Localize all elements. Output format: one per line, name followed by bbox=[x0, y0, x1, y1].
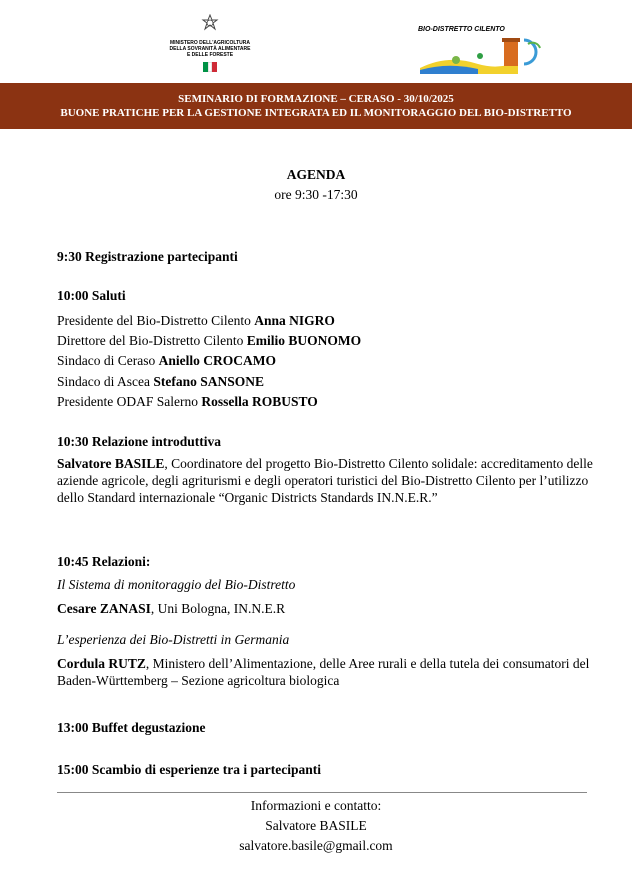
italian-flag-icon bbox=[203, 62, 217, 72]
talk-title: L’esperienza dei Bio-Distretti in Germania bbox=[57, 632, 290, 647]
exchange-item: 15:00 Scambio di esperienze tra i partecipanti bbox=[57, 762, 321, 777]
contact-label: Informazioni e contatto: bbox=[250, 798, 382, 813]
banner-subtitle: BUONE PRATICHE PER LA GESTIONE INTEGRATA ED IL MONITORAGGIO DEL BIO-DISTRETTO bbox=[60, 107, 572, 119]
agenda-time: ore 9:30 -17:30 bbox=[274, 187, 358, 202]
italian-emblem-icon bbox=[201, 14, 219, 32]
banner-title: SEMINARIO DI FORMAZIONE – CERASO - 30/10/2025 bbox=[178, 93, 454, 105]
agenda-title: AGENDA bbox=[286, 167, 346, 182]
intro-description: Salvatore BASILE, Coordinatore del progetto Bio-Distretto Cilento solidale: accreditamento delle aziende agricole, degli agriturismi e degli operatori turistici del Bio-Distretto Cilento per l’utilizzo dello Standard internazionale “Organic Districts Standards IN.N.E.R.” bbox=[57, 456, 593, 505]
greeting-line: Presidente del Bio-Distretto Cilento Anna NIGRO bbox=[57, 313, 335, 328]
intro-title: 10:30 Relazione introduttiva bbox=[57, 434, 221, 449]
footer-divider bbox=[57, 792, 587, 793]
bio-logo-graphic-icon bbox=[418, 34, 548, 74]
greeting-line: Presidente ODAF Salerno Rossella ROBUSTO bbox=[57, 394, 318, 409]
greeting-line: Sindaco di Ceraso Aniello CROCAMO bbox=[57, 353, 276, 368]
registration-item: 9:30 Registrazione partecipanti bbox=[57, 249, 238, 264]
speaker-name: Stefano SANSONE bbox=[153, 374, 265, 389]
ministry-logo bbox=[150, 14, 270, 77]
ministry-name: MINISTERO DELL'AGRICOLTURA DELLA SOVRANITÀ ALIMENTARE E DELLE FORESTE bbox=[169, 40, 251, 58]
greeting-line: Direttore del Bio-Distretto Cilento Emilio BUONOMO bbox=[57, 333, 362, 348]
speaker-name: Cordula RUTZ bbox=[57, 656, 146, 671]
contact-name: Salvatore BASILE bbox=[265, 818, 367, 833]
speaker-name: Rossella ROBUSTO bbox=[201, 394, 318, 409]
talk-speaker-line: Cordula RUTZ, Ministero dell’Alimentazione, delle Aree rurali e della tutela dei consumatori del Baden-Württemberg – Sezione agricoltura biologica bbox=[57, 656, 590, 688]
seminar-banner bbox=[0, 83, 632, 129]
bio-logo-text: BIO-DISTRETTO CILENTO bbox=[418, 26, 505, 33]
bio-distretto-logo bbox=[418, 20, 548, 70]
talk-title: Il Sistema di monitoraggio del Bio-Distretto bbox=[57, 577, 296, 592]
talk-speaker-line: Cesare ZANASI, Uni Bologna, IN.N.E.R bbox=[57, 601, 286, 616]
speaker-name: Emilio BUONOMO bbox=[246, 333, 362, 348]
speaker-name: Salvatore BASILE bbox=[57, 456, 165, 471]
greeting-line: Sindaco di Ascea Stefano SANSONE bbox=[57, 374, 265, 389]
speaker-name: Cesare ZANASI bbox=[57, 601, 151, 616]
greetings-title: 10:00 Saluti bbox=[57, 288, 126, 303]
buffet-item: 13:00 Buffet degustazione bbox=[57, 720, 206, 735]
speaker-name: Anna NIGRO bbox=[254, 313, 335, 328]
contact-email[interactable]: salvatore.basile@gmail.com bbox=[239, 838, 393, 853]
speaker-name: Aniello CROCAMO bbox=[158, 353, 276, 368]
talks-title: 10:45 Relazioni: bbox=[57, 554, 151, 569]
